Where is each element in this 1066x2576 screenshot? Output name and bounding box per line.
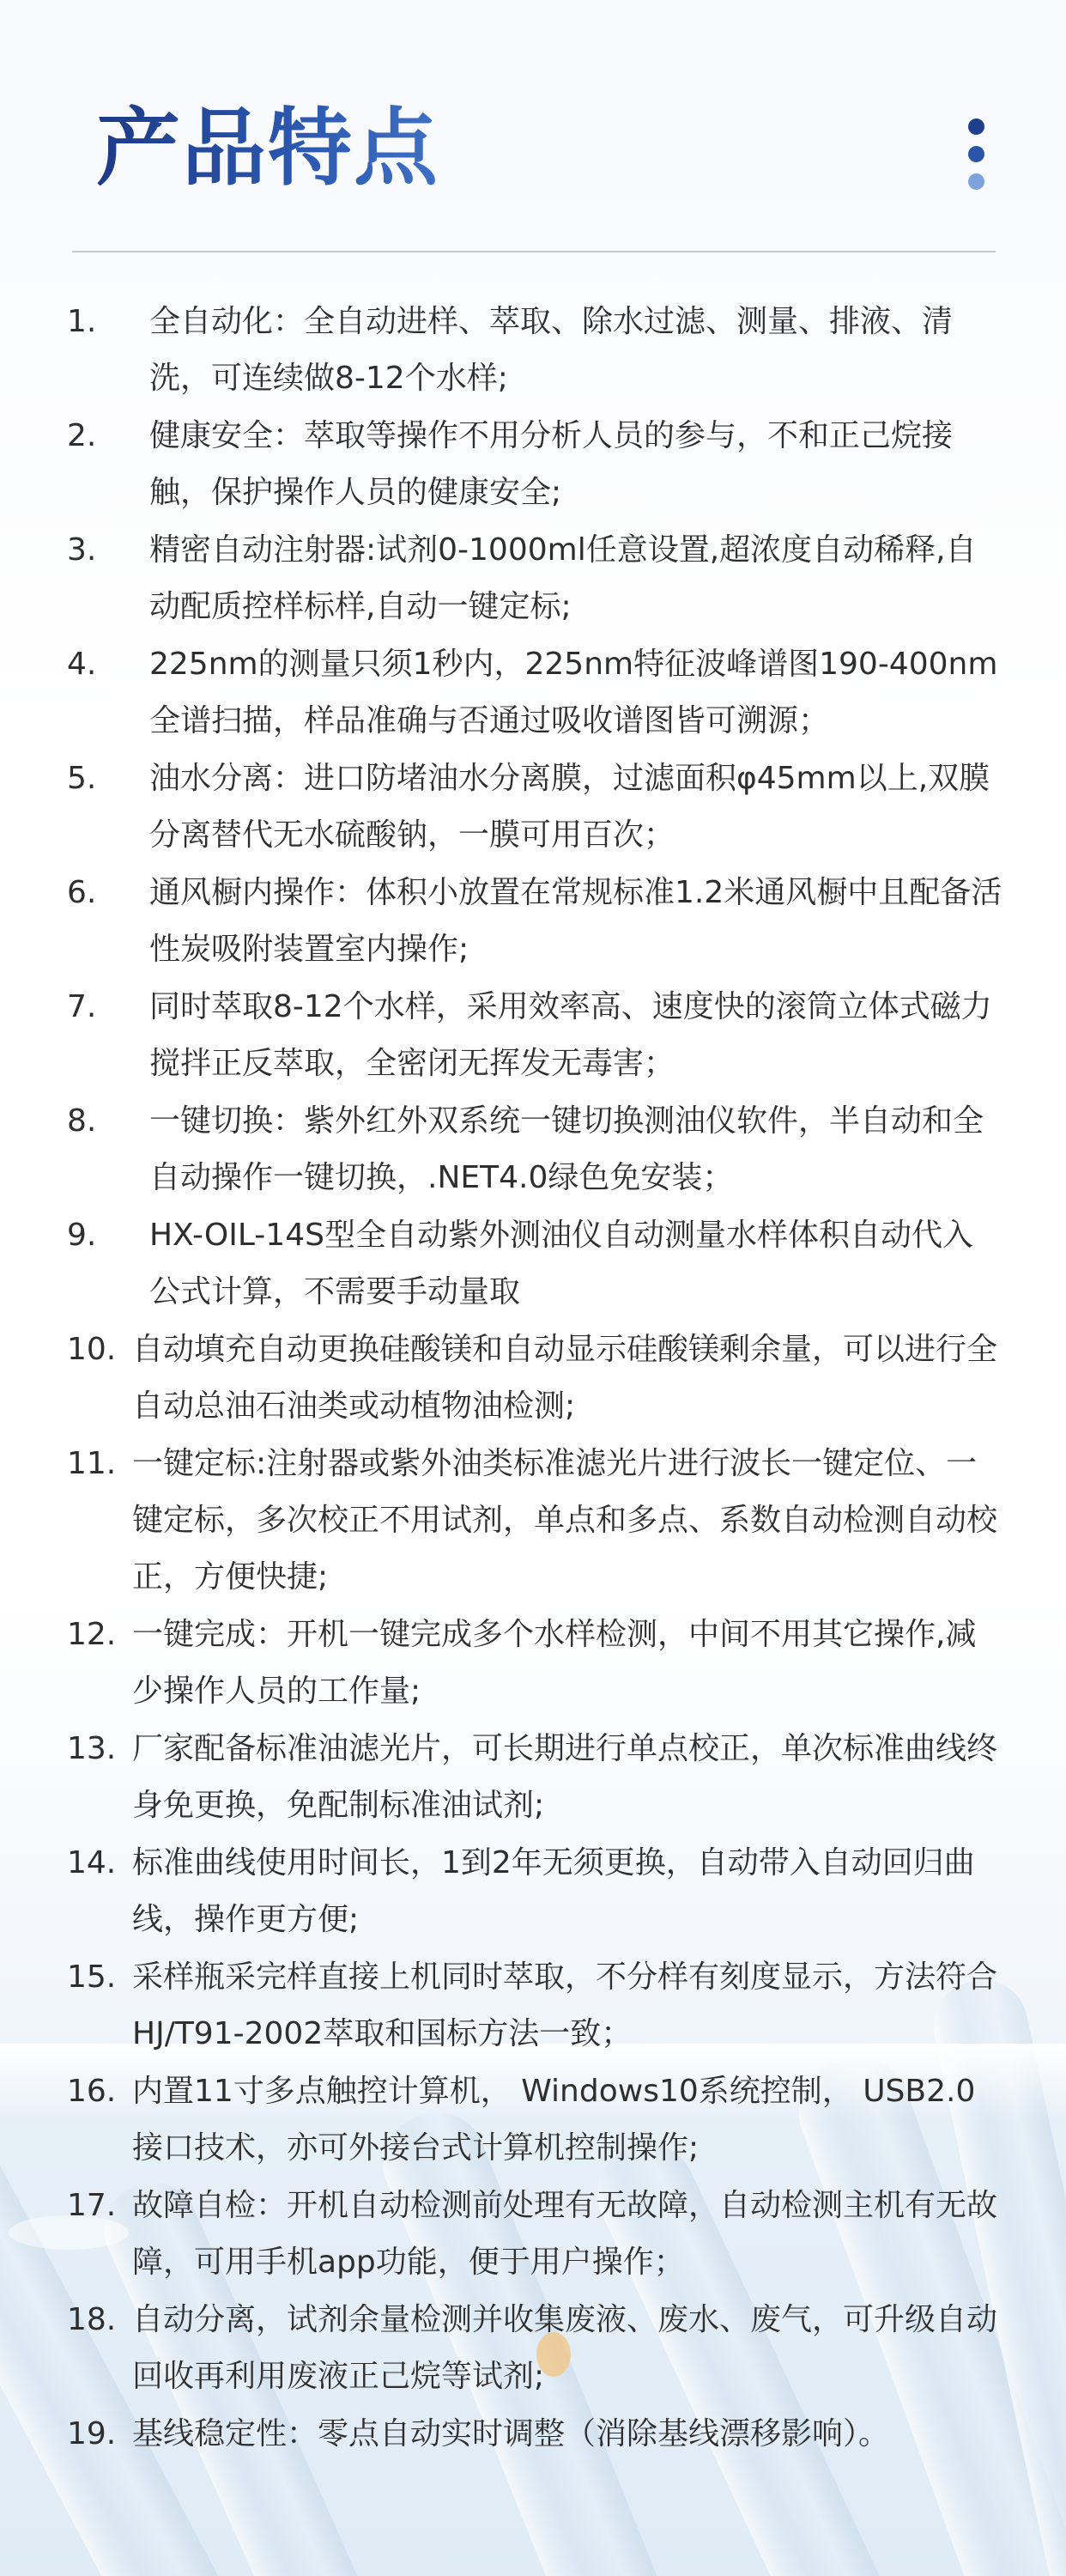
feature-text: 一键切换：紫外红外双系统一键切换测油仪软件，半自动和全自动操作一键切换，.NET4.0绿色免安装； <box>149 1103 984 1195</box>
feature-item <box>67 979 1002 1092</box>
feature-number: 19. <box>67 2416 117 2451</box>
feature-item <box>67 750 1002 864</box>
feature-text: 精密自动注射器:试剂0-1000ml任意设置,超浓度自动稀释,自动配质控样标样,自动一键定标; <box>149 532 977 624</box>
feature-number: 4. <box>67 647 97 682</box>
feature-text: 健康安全：萃取等操作不用分析人员的参与，不和正己烷接触，保护操作人员的健康安全; <box>149 418 954 510</box>
dot <box>968 146 984 162</box>
feature-text: 自动填充自动更换硅酸镁和自动显示硅酸镁剩余量，可以进行全自动总油石油类或动植物油检测; <box>132 1332 998 1424</box>
feature-text: 全自动化：全自动进样、萃取、除水过滤、测量、排液、清洗，可连续做8-12个水样; <box>149 304 954 396</box>
feature-text: 同时萃取8-12个水样，采用效率高、速度快的滚筒立体式磁力搅拌正反萃取，全密闭无挥发无毒害； <box>149 989 992 1081</box>
feature-number: 2. <box>67 418 97 453</box>
feature-number: 16. <box>67 2074 117 2109</box>
feature-number: 9. <box>67 1218 97 1253</box>
feature-list <box>67 294 1002 2464</box>
dot <box>968 118 984 135</box>
feature-text: 225nm的测量只须1秒内，225nm特征波峰谱图190-400nm全谱扫描，样品准确与否通过吸收谱图皆可溯源； <box>149 647 998 738</box>
feature-text: 标准曲线使用时间长，1到2年无须更换，自动带入自动回归曲线，操作更方便; <box>132 1845 975 1937</box>
feature-text: 基线稳定性：零点自动实时调整（消除基线漂移影响）。 <box>132 2416 890 2451</box>
title-divider <box>72 251 996 252</box>
feature-item <box>67 294 1002 407</box>
feature-number: 7. <box>67 989 97 1024</box>
feature-number: 15. <box>67 1959 117 1995</box>
feature-number: 11. <box>67 1446 117 1481</box>
feature-item <box>67 2178 1002 2291</box>
feature-text: 厂家配备标准油滤光片，可长期进行单点校正，单次标准曲线终身免更换，免配制标准油试剂; <box>132 1731 998 1823</box>
feature-item <box>67 1321 1002 1435</box>
feature-number: 13. <box>67 1731 117 1766</box>
feature-item <box>67 2292 1002 2405</box>
feature-item <box>67 865 1002 978</box>
feature-number: 18. <box>67 2302 117 2337</box>
feature-item <box>67 408 1002 521</box>
feature-number: 1. <box>67 304 97 339</box>
feature-item <box>67 1207 1002 1321</box>
feature-text: 一键定标:注射器或紫外油类标准滤光片进行波长一键定位、一键定标，多次校正不用试剂，单点和多点、系数自动检测自动校正，方便快捷; <box>132 1446 998 1595</box>
feature-item <box>67 1721 1002 1834</box>
feature-text: 一键完成：开机一键完成多个水样检测，中间不用其它操作,减少操作人员的工作量; <box>132 1617 977 1709</box>
vertical-dots-icon[interactable] <box>961 115 990 197</box>
feature-item <box>67 2406 1002 2463</box>
feature-item <box>67 1949 1002 2063</box>
feature-text: 内置11寸多点触控计算机， Windows10系统控制， USB2.0接口技术，亦可外接台式计算机控制操作; <box>132 2074 976 2166</box>
feature-item <box>67 1093 1002 1206</box>
feature-number: 10. <box>67 1332 117 1367</box>
feature-item <box>67 1607 1002 1720</box>
feature-item <box>67 1436 1002 1606</box>
feature-text: 故障自检：开机自动检测前处理有无故障，自动检测主机有无故障，可用手机app功能，便于用户操作； <box>132 2188 998 2280</box>
feature-number: 8. <box>67 1103 97 1139</box>
feature-item <box>67 636 1002 750</box>
feature-text: 采样瓶采完样直接上机同时萃取，不分样有刻度显示，方法符合HJ/T91-2002萃取和国标方法一致； <box>132 1959 998 2051</box>
page-title: 产品特点 <box>96 93 439 204</box>
feature-item <box>67 1835 1002 1948</box>
feature-item <box>67 522 1002 635</box>
feature-text: 通风橱内操作：体积小放置在常规标准1.2米通风橱中且配备活性炭吸附装置室内操作; <box>149 875 1002 967</box>
feature-number: 12. <box>67 1617 117 1652</box>
feature-text: 自动分离，试剂余量检测并收集废液、废水、废气，可升级自动回收再利用废液正己烷等试剂; <box>132 2302 998 2394</box>
feature-text: HX-OIL-14S型全自动紫外测油仪自动测量水样体积自动代入公式计算，不需要手动量取 <box>149 1218 973 1309</box>
feature-item <box>67 2063 1002 2177</box>
feature-number: 3. <box>67 532 97 568</box>
feature-number: 14. <box>67 1845 117 1880</box>
feature-text: 油水分离：进口防堵油水分离膜，过滤面积φ45mm以上,双膜分离替代无水硫酸钠，一膜可用百次； <box>149 761 990 853</box>
feature-number: 5. <box>67 761 97 796</box>
feature-number: 17. <box>67 2188 117 2223</box>
feature-number: 6. <box>67 875 97 910</box>
dot <box>968 173 984 190</box>
